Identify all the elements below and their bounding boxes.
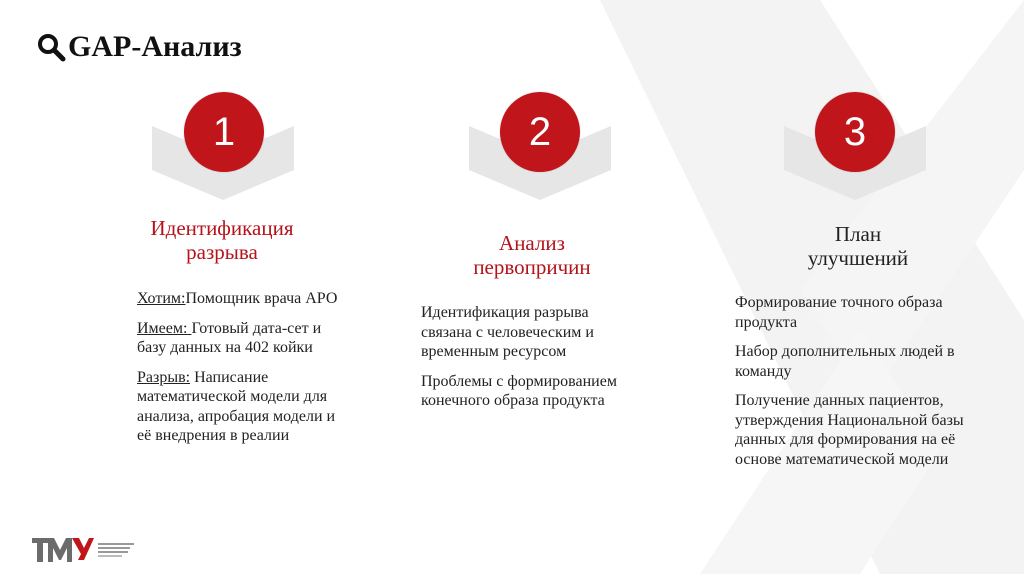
step-2-content — [421, 303, 636, 421]
list-item: Получение данных пациентов, утверждения Национальной базы данных для формирования на её основе математической модели — [735, 392, 964, 468]
magnifier-icon — [36, 31, 66, 63]
step-3-number: 3 — [815, 92, 895, 172]
step-2-heading: Анализ первопричин — [473, 231, 591, 279]
list-item: Имеем: Готовый дата-сет и базу данных на 402 койки — [137, 319, 322, 356]
university-logo — [32, 536, 138, 564]
list-item: Формирование точного образа продукта — [735, 294, 943, 331]
step-1-heading: Идентификация разрыва — [150, 216, 294, 264]
step-1-content — [137, 289, 342, 456]
step-3-content — [735, 293, 975, 479]
list-item: Разрыв: Написание математической модели для анализа, апробация модели и её внедрения в реалии — [137, 368, 336, 444]
page-title-text: GAP-Анализ — [68, 30, 242, 63]
page-title — [36, 30, 242, 64]
step-2-number: 2 — [500, 92, 580, 172]
logo-caption-lines — [98, 540, 138, 560]
list-item: Набор дополнительных людей в команду — [735, 343, 955, 380]
list-item: Хотим:Помощник врача АРО — [137, 290, 338, 307]
list-item: Идентификация разрыва связана с человеческим и временным ресурсом — [421, 304, 594, 360]
list-item: Проблемы с формированием конечного образа продукта — [421, 372, 617, 409]
step-1-number: 1 — [184, 92, 264, 172]
logo-icon — [32, 536, 94, 564]
step-3-heading: План улучшений — [807, 222, 909, 270]
